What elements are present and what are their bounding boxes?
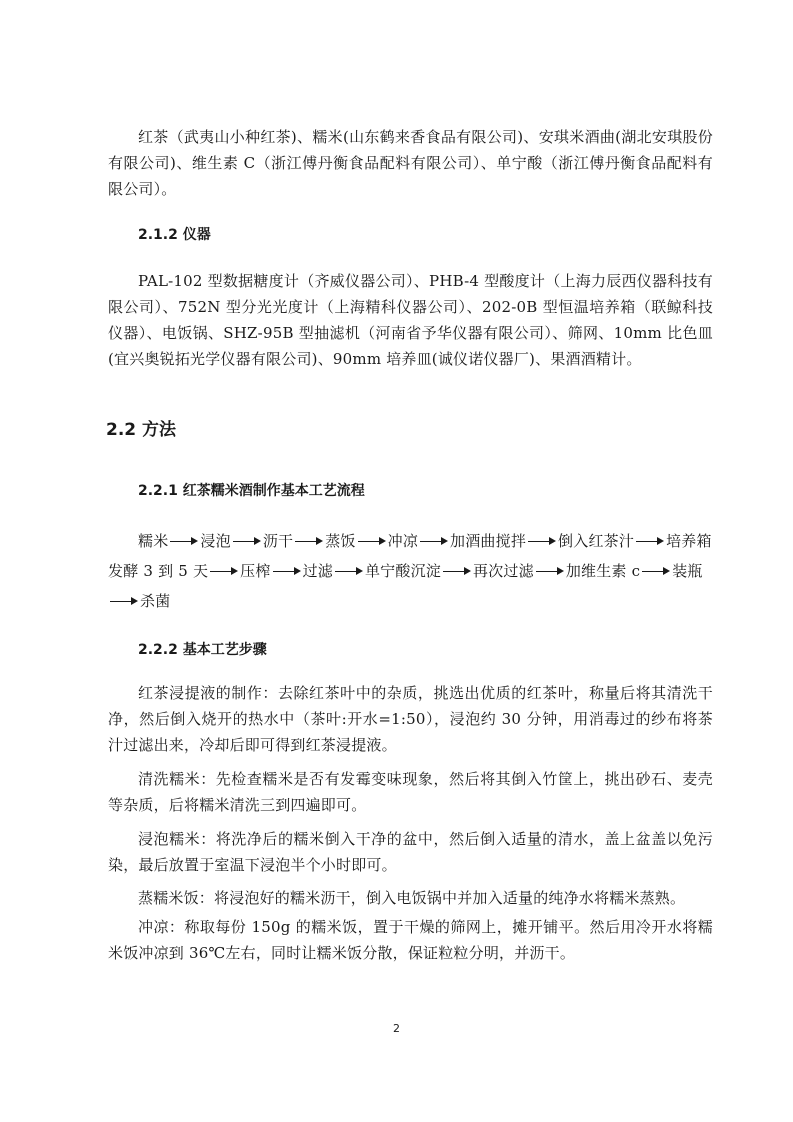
section-heading-basic-steps: 2.2.2 基本工艺步骤 — [138, 642, 267, 658]
arrow-right-icon — [170, 537, 198, 547]
flow-step: 加维生素 c — [565, 562, 641, 580]
flow-step: 压榨 — [240, 562, 271, 580]
flow-step: 再次过滤 — [473, 562, 534, 580]
flow-step: 糯米 — [138, 532, 169, 550]
arrow-right-icon — [642, 567, 670, 577]
arrow-right-icon — [443, 567, 471, 577]
process-flow — [108, 526, 713, 616]
flow-step: 浸泡 — [200, 532, 231, 550]
arrow-right-icon — [636, 537, 664, 547]
instruments-paragraph: PAL-102 型数据糖度计（齐威仪器公司）、PHB-4 型酸度计（上海力辰西仪器科技有限公司）、752N 型分光光度计（上海精科仪器公司）、202-0B 型恒温培养箱（联鲸科技仪器）、电饭锅、SHZ-95B 型抽滤机（河南省予华仪器有限公司）、筛网、10mm 比色皿(宜兴奥锐拓光学仪器有限公司)、90mm 培养皿(诚仪诺仪器厂)、果酒酒精计。 — [108, 272, 713, 368]
arrow-right-icon — [420, 537, 448, 547]
section-heading-methods: 2.2 方法 — [106, 420, 177, 440]
step-paragraph-cool-rice: 冲凉：称取每份 150g 的糯米饭，置于干燥的筛网上，摊开铺平。然后用冷开水将糯米饭冲凉到 36℃左右，同时让糯米饭分散，保证粒粒分明，并沥干。 — [108, 918, 713, 962]
flow-step: 过滤 — [302, 562, 333, 580]
arrow-right-icon — [273, 567, 301, 577]
flow-step: 单宁酸沉淀 — [364, 562, 441, 580]
arrow-right-icon — [358, 537, 386, 547]
step-paragraph-steam-rice: 蒸糯米饭：将浸泡好的糯米沥干，倒入电饭锅中并加入适量的纯净水将糯米蒸熟。 — [138, 889, 686, 907]
flow-step: 加酒曲搅拌 — [450, 532, 527, 550]
step-paragraph-tea-extract: 红茶浸提液的制作：去除红茶叶中的杂质，挑选出优质的红茶叶，称量后将其清洗干净，然后倒入烧开的热水中（茶叶:开水=1:50），浸泡约 30 分钟，用消毒过的纱布将茶汁过滤出来，冷却后即可得到红茶浸提液。 — [108, 684, 713, 754]
flow-step: 培养箱发酵 3 到 5 天 — [108, 532, 712, 580]
arrow-right-icon — [335, 567, 363, 577]
arrow-right-icon — [210, 567, 238, 577]
flow-step: 冲凉 — [387, 532, 419, 550]
flow-step: 杀菌 — [140, 592, 171, 610]
step-paragraph-wash-rice: 清洗糯米：先检查糯米是否有发霉变味现象，然后将其倒入竹筐上，挑出砂石、麦壳等杂质，后将糯米清洗三到四遍即可。 — [108, 770, 713, 814]
arrow-right-icon — [528, 537, 556, 547]
section-heading-instruments: 2.1.2 仪器 — [138, 227, 211, 243]
section-heading-process-flow: 2.2.1 红茶糯米酒制作基本工艺流程 — [138, 483, 365, 499]
page-number: 2 — [393, 1022, 400, 1035]
materials-paragraph: 红茶（武夷山小种红茶)、糯米(山东鹤来香食品有限公司)、安琪米酒曲(湖北安琪股份有限公司)、维生素 C（浙江傅丹衡食品配料有限公司）、单宁酸（浙江傅丹衡食品配料有限公司）。 — [108, 128, 713, 198]
step-paragraph-soak-rice: 浸泡糯米：将洗净后的糯米倒入干净的盆中，然后倒入适量的清水，盖上盆盖以免污染，最后放置于室温下浸泡半个小时即可。 — [108, 830, 713, 874]
arrow-right-icon — [110, 597, 138, 607]
arrow-right-icon — [233, 537, 261, 547]
arrow-right-icon — [295, 537, 323, 547]
flow-step: 蒸饭 — [325, 532, 356, 550]
flow-step: 装瓶 — [672, 562, 703, 580]
flow-step: 沥干 — [262, 532, 294, 550]
arrow-right-icon — [536, 567, 564, 577]
flow-step: 倒入红茶汁 — [558, 532, 635, 550]
